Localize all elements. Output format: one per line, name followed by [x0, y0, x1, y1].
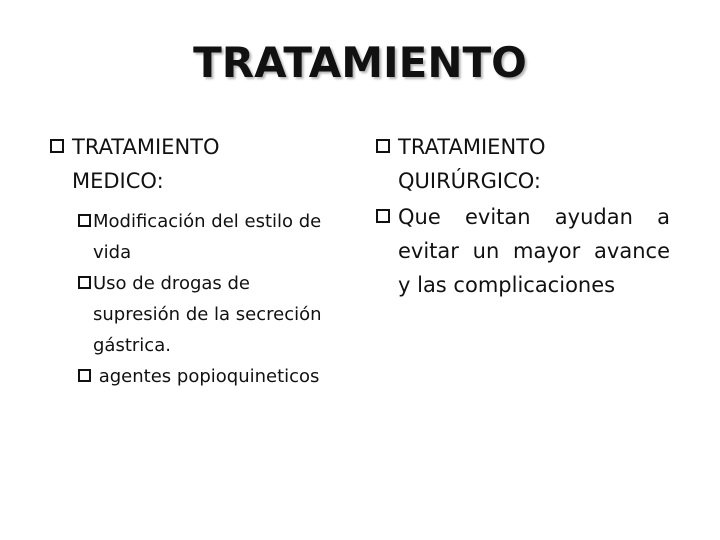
- list-item-line: vida: [93, 242, 132, 263]
- heading-line2: QUIRÚRGICO:: [398, 169, 542, 193]
- list-item-line: gástrica.: [93, 335, 171, 356]
- list-item-line: Uso de drogas de: [93, 273, 251, 294]
- list-item: [50, 268, 350, 361]
- checkbox-bullet-icon: [50, 139, 64, 153]
- list-item: [376, 200, 676, 302]
- list-item-line: agentes popioquineticos: [93, 366, 320, 387]
- list-item: [50, 206, 350, 268]
- list-item-line: Modificación del estilo de: [93, 211, 322, 232]
- checkbox-bullet-icon: [78, 276, 91, 289]
- medical-treatment-list: [50, 206, 350, 392]
- checkbox-bullet-icon: [78, 369, 91, 382]
- checkbox-bullet-icon: [78, 214, 91, 227]
- column-medical-treatment: [50, 130, 350, 392]
- checkbox-bullet-icon: [376, 209, 390, 223]
- checkbox-bullet-icon: [376, 139, 390, 153]
- slide-title: TRATAMIENTO: [193, 38, 527, 87]
- heading-line1: TRATAMIENTO: [398, 135, 546, 159]
- list-item-line: supresión de la secreción: [93, 304, 322, 325]
- list-item-line: evitar un mayor avance: [398, 239, 670, 263]
- heading-line2: MEDICO:: [72, 169, 164, 193]
- heading-medical-treatment: [50, 130, 350, 198]
- list-item: [50, 361, 350, 392]
- list-item-line: y las complicaciones: [398, 273, 616, 297]
- column-surgical-treatment: [376, 130, 676, 302]
- list-item-line: Que evitan ayudan a: [398, 205, 670, 229]
- heading-surgical-treatment: [376, 130, 676, 198]
- heading-line1: TRATAMIENTO: [72, 135, 220, 159]
